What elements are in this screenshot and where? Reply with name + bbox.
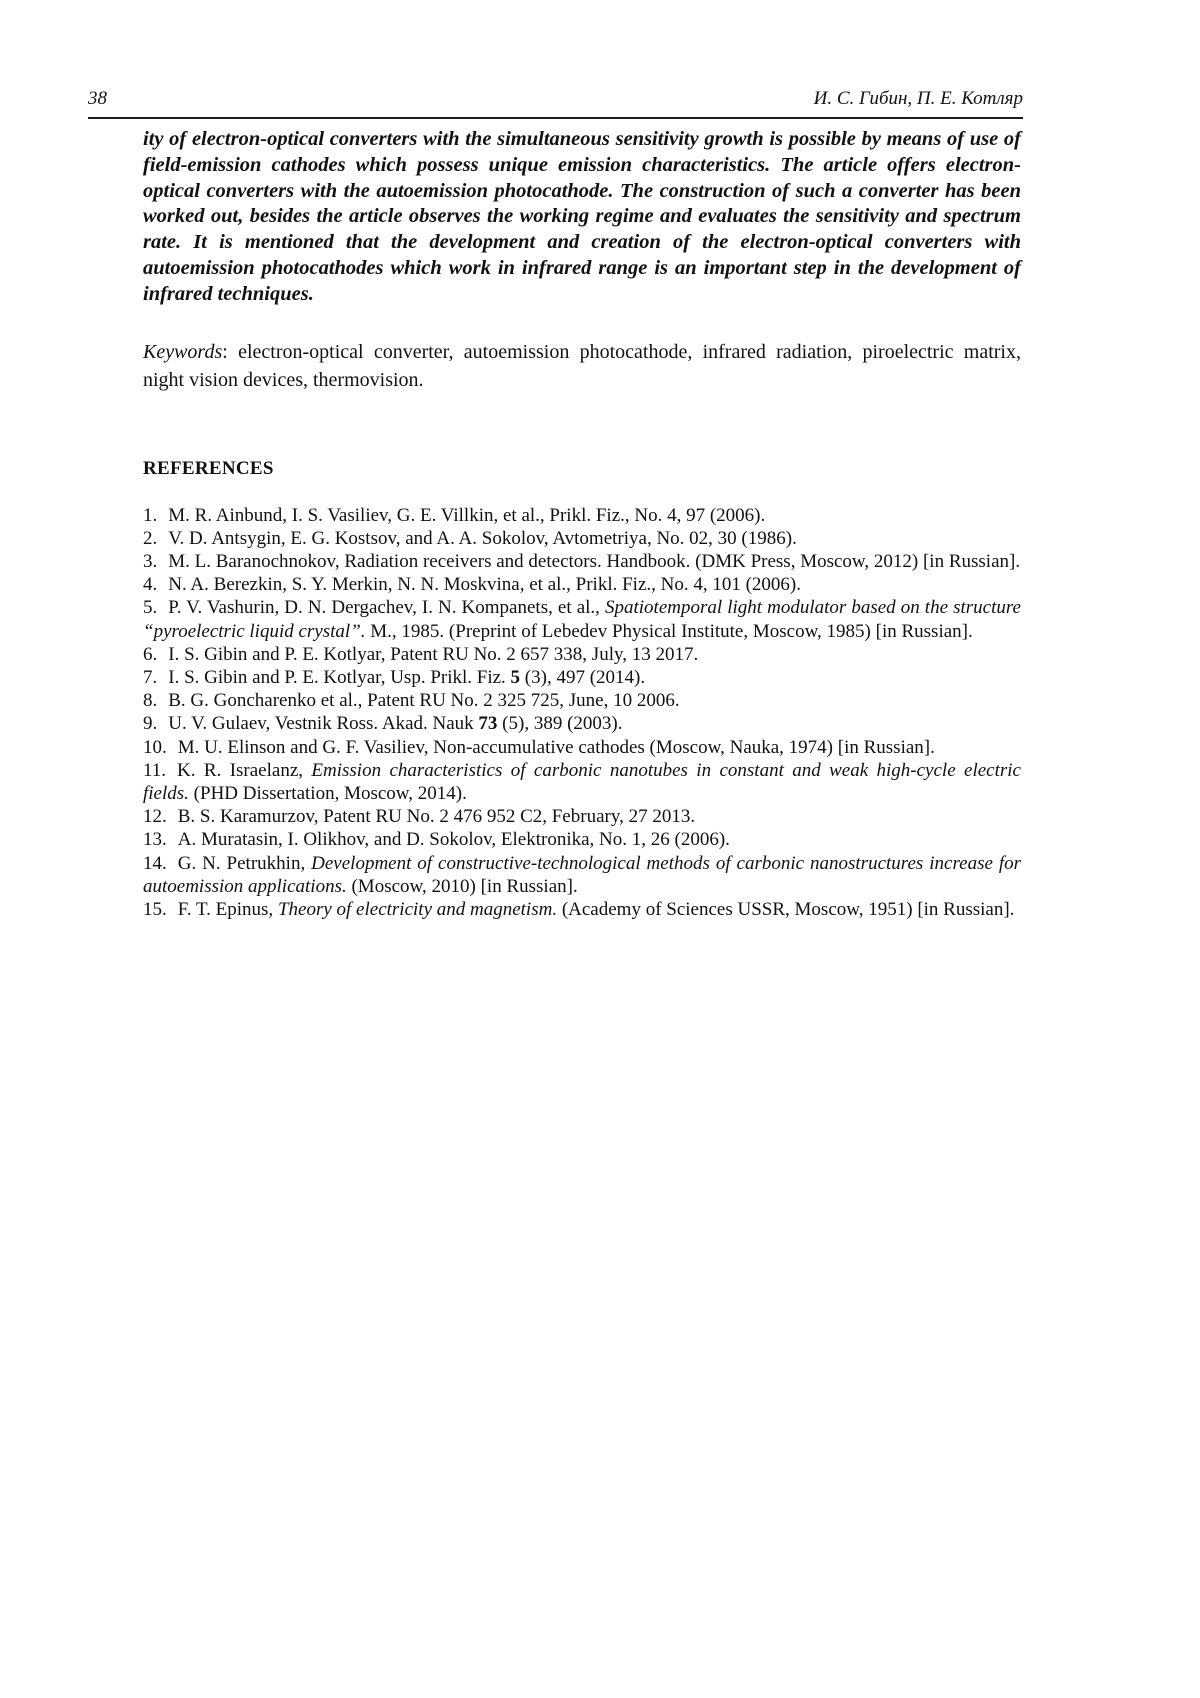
reference-text-segment: M. U. Elinson and G. F. Vasiliev, Non-accumulative cathodes (Moscow, Nauka, 1974) [in Russian]. (177, 736, 935, 758)
running-head-authors: И. С. Гибин, П. Е. Котляр (813, 88, 1023, 109)
reference-text-segment: A. Muratasin, I. Olikhov, and D. Sokolov, Elektronika, No. 1, 26 (2006). (177, 829, 730, 851)
reference-text-segment: M. L. Baranochnokov, Radiation receivers and detectors. Handbook. (DMK Press, Moscow, 2012) [in Russian]. (168, 550, 1021, 572)
abstract-continuation-text: ity of electron-optical converters with the simultaneous sensitivity growth is possible by means of use of field-emission cathodes which possess unique emission characteristics. The article offers electron-optical converters with the autoemission photocathode. The construction of such a converter has been worked out, besides the article observes the working regime and evaluates the sensitivity and spectrum rate. It is mentioned that the development and creation of the electron-optical converters with autoemission photocathodes which work in infrared range is an important step in the development of infrared techniques. (143, 128, 1021, 305)
reference-number: 2. (143, 527, 158, 549)
reference-number: 3. (143, 550, 158, 572)
reference-number: 1. (143, 504, 158, 526)
reference-item (143, 596, 1021, 642)
reference-text-segment: (3), 497 (2014). (520, 667, 646, 688)
reference-item (143, 852, 1021, 898)
reference-text-segment: M., 1985. (Preprint of Lebedev Physical Institute, Moscow, 1985) [in Russian]. (365, 620, 973, 642)
running-header (88, 88, 1023, 119)
reference-number: 13. (143, 829, 167, 851)
references-heading: REFERENCES (143, 457, 274, 479)
reference-text-segment: N. A. Berezkin, S. Y. Merkin, N. N. Moskvina, et al., Prikl. Fiz., No. 4, 101 (2006). (168, 574, 802, 596)
reference-text-segment: K. R. Israelanz, (177, 759, 312, 781)
reference-item (143, 736, 1021, 759)
reference-text-segment: Development of constructive-technological methods of carbonic nanostructures increase for autoemission applications. (143, 852, 1022, 897)
reference-number: 15. (143, 899, 167, 921)
reference-number: 12. (143, 806, 167, 828)
reference-item (143, 828, 1021, 851)
reference-number: 8. (143, 690, 158, 712)
reference-number: 9. (143, 713, 158, 735)
reference-text-segment: (Moscow, 2010) [in Russian]. (346, 875, 578, 897)
references-list (143, 504, 1021, 922)
reference-text-segment: P. V. Vashurin, D. N. Dergachev, I. N. Kompanets, et al., (168, 597, 605, 619)
reference-text-segment: Spatiotemporal light modulator based on the structure “pyroelectric liquid crystal”. (143, 597, 1021, 642)
page-number: 38 (88, 88, 107, 109)
reference-text-segment: V. D. Antsygin, E. G. Kostsov, and A. A. Sokolov, Avtometriya, No. 02, 30 (1986). (168, 527, 797, 549)
reference-number: 7. (143, 667, 158, 688)
keywords-paragraph (143, 338, 1021, 394)
reference-text-segment: (Academy of Sciences USSR, Moscow, 1951) [in Russian]. (557, 899, 1015, 921)
keywords-label: Keywords (143, 340, 223, 363)
reference-text-segment: F. T. Epinus, (177, 899, 278, 921)
reference-number: 6. (143, 643, 158, 665)
reference-item (143, 666, 1021, 689)
reference-text-segment: B. G. Goncharenko et al., Patent RU No. 2 325 725, June, 10 2006. (168, 690, 680, 712)
reference-text-segment: 5 (510, 667, 521, 688)
reference-number: 4. (143, 574, 158, 596)
reference-item (143, 550, 1021, 573)
reference-item (143, 527, 1021, 550)
reference-item (143, 689, 1021, 712)
reference-number: 5. (143, 597, 158, 619)
reference-text-segment: (5), 389 (2003). (497, 713, 623, 735)
reference-number: 11. (143, 759, 167, 781)
reference-text-segment: U. V. Gulaev, Vestnik Ross. Akad. Nauk (168, 713, 479, 735)
reference-text-segment: B. S. Karamurzov, Patent RU No. 2 476 952 C2, February, 27 2013. (177, 806, 696, 828)
reference-text-segment: Emission characteristics of carbonic nanotubes in constant and weak high-cycle electric fields. (143, 759, 1021, 805)
reference-text-segment: 73 (478, 713, 498, 735)
reference-item (143, 643, 1021, 666)
reference-text-segment: I. S. Gibin and P. E. Kotlyar, Usp. Prikl. Fiz. (168, 667, 511, 688)
reference-item (143, 805, 1021, 828)
reference-item (143, 712, 1021, 735)
reference-item (143, 573, 1021, 596)
reference-text-segment: I. S. Gibin and P. E. Kotlyar, Patent RU No. 2 657 338, July, 13 2017. (168, 643, 699, 665)
reference-number: 10. (143, 736, 167, 758)
reference-item (143, 898, 1021, 921)
keywords-text: : electron-optical converter, autoemission photocathode, infrared radiation, piroelectric matrix, night vision devices, thermovision. (143, 340, 1021, 391)
reference-text-segment: (PHD Dissertation, Moscow, 2014). (188, 783, 467, 805)
reference-number: 14. (143, 852, 167, 874)
page-content (143, 127, 1021, 921)
reference-text-segment: M. R. Ainbund, I. S. Vasiliev, G. E. Villkin, et al., Prikl. Fiz., No. 4, 97 (2006). (168, 504, 766, 526)
reference-item (143, 504, 1021, 527)
reference-text-segment: G. N. Petrukhin, (177, 852, 312, 874)
reference-text-segment: Theory of electricity and magnetism. (277, 899, 558, 921)
reference-item (143, 759, 1021, 805)
